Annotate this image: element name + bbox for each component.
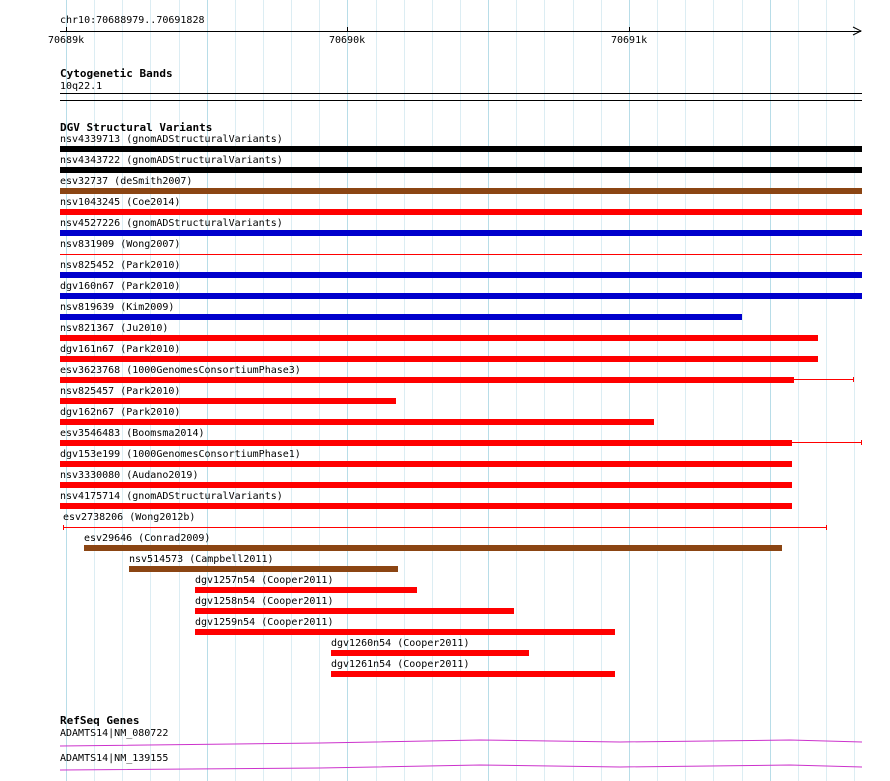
variant-start-cap (60, 440, 61, 445)
variant-label[interactable]: dgv1259n54 (Cooper2011) (195, 617, 334, 628)
variant-bar[interactable] (60, 167, 862, 173)
refseq-gene-line-2[interactable] (60, 765, 862, 770)
variant-label[interactable]: dgv1261n54 (Cooper2011) (331, 659, 470, 670)
grid-line (629, 0, 630, 781)
variant-bar[interactable] (60, 440, 792, 446)
variant-label[interactable]: nsv819639 (Kim2009) (60, 302, 175, 313)
ruler-arrow-icon (852, 26, 862, 37)
variant-label[interactable]: dgv1258n54 (Cooper2011) (195, 596, 334, 607)
variant-label[interactable]: dgv153e199 (1000GenomesConsortiumPhase1) (60, 449, 301, 460)
dgv-track-title[interactable]: DGV Structural Variants (60, 121, 213, 134)
variant-label[interactable]: nsv514573 (Campbell2011) (129, 554, 274, 565)
variant-label[interactable]: nsv821367 (Ju2010) (60, 323, 169, 334)
variant-bar[interactable] (60, 335, 818, 341)
refseq-gene-label-2[interactable]: ADAMTS14|NM_139155 (60, 753, 169, 764)
variant-bar[interactable] (60, 377, 794, 383)
refseq-gene-line-1[interactable] (60, 740, 862, 746)
variant-line[interactable] (60, 254, 862, 255)
variant-label[interactable]: nsv4339713 (gnomADStructuralVariants) (60, 134, 283, 145)
variant-end-cap (861, 440, 862, 445)
variant-label[interactable]: nsv825452 (Park2010) (60, 260, 181, 271)
variant-end-cap (853, 377, 854, 382)
variant-bar[interactable] (60, 314, 742, 320)
grid-line (207, 0, 208, 781)
grid-line (770, 0, 771, 781)
variant-label[interactable]: dgv1257n54 (Cooper2011) (195, 575, 334, 586)
region-label: chr10:70688979..70691828 (60, 15, 205, 26)
grid-line (657, 0, 658, 781)
variant-label[interactable]: esv29646 (Conrad2009) (84, 533, 211, 544)
variant-bar[interactable] (195, 629, 615, 635)
refseq-track-title[interactable]: RefSeq Genes (60, 714, 140, 727)
ruler-tick-label: 70691k (611, 35, 648, 46)
refseq-gene-label-1[interactable]: ADAMTS14|NM_080722 (60, 728, 169, 739)
variant-bar[interactable] (60, 272, 862, 278)
variant-bar[interactable] (60, 503, 792, 509)
grid-line (601, 0, 602, 781)
variant-tail-line (794, 379, 854, 380)
grid-line (488, 0, 489, 781)
variant-label[interactable]: nsv1043245 (Coe2014) (60, 197, 181, 208)
variant-label[interactable]: esv3546483 (Boomsma2014) (60, 428, 205, 439)
grid-line (798, 0, 799, 781)
grid-line (573, 0, 574, 781)
variant-bar[interactable] (195, 608, 514, 614)
variant-label[interactable]: dgv161n67 (Park2010) (60, 344, 181, 355)
variant-label[interactable]: nsv3330080 (Audano2019) (60, 470, 199, 481)
variant-label[interactable]: dgv1260n54 (Cooper2011) (331, 638, 470, 649)
variant-bar[interactable] (331, 671, 615, 677)
variant-bar[interactable] (60, 188, 862, 194)
variant-label[interactable]: esv3623768 (1000GenomesConsortiumPhase3) (60, 365, 301, 376)
variant-bar[interactable] (129, 566, 398, 572)
grid-line (713, 0, 714, 781)
variant-label[interactable]: esv2738206 (Wong2012b) (63, 512, 196, 523)
variant-label[interactable]: esv32737 (deSmith2007) (60, 176, 193, 187)
variant-label[interactable]: dgv160n67 (Park2010) (60, 281, 181, 292)
ruler-tick-mark (66, 27, 67, 32)
grid-line (319, 0, 320, 781)
variant-end-cap (826, 525, 827, 530)
variant-bar[interactable] (60, 209, 862, 215)
grid-line (263, 0, 264, 781)
variant-label[interactable]: dgv162n67 (Park2010) (60, 407, 181, 418)
ruler-tick-label: 70690k (329, 35, 366, 46)
variant-label[interactable]: nsv825457 (Park2010) (60, 386, 181, 397)
variant-bar[interactable] (60, 356, 818, 362)
cytoband-track-title[interactable]: Cytogenetic Bands (60, 67, 173, 80)
variant-end-cap (63, 525, 64, 530)
variant-tail-line (792, 442, 862, 443)
ruler-tick-label: 70689k (48, 35, 85, 46)
variant-bar[interactable] (60, 293, 862, 299)
variant-bar[interactable] (60, 482, 792, 488)
cytoband-label: 10q22.1 (60, 81, 103, 92)
cytoband-line-top (60, 93, 862, 94)
variant-bar[interactable] (84, 545, 782, 551)
variant-line[interactable] (63, 527, 826, 528)
grid-line (235, 0, 236, 781)
ruler-axis (60, 31, 861, 32)
variant-label[interactable]: nsv831909 (Wong2007) (60, 239, 181, 250)
grid-line (742, 0, 743, 781)
cytoband-line-bottom (60, 100, 862, 101)
grid-line (544, 0, 545, 781)
grid-line (516, 0, 517, 781)
grid-line (826, 0, 827, 781)
variant-bar[interactable] (60, 230, 862, 236)
ruler-tick-mark (629, 27, 630, 32)
variant-bar[interactable] (195, 587, 417, 593)
variant-bar[interactable] (60, 146, 862, 152)
variant-label[interactable]: nsv4527226 (gnomADStructuralVariants) (60, 218, 283, 229)
variant-bar[interactable] (60, 398, 396, 404)
variant-bar[interactable] (60, 461, 792, 467)
grid-line (291, 0, 292, 781)
ruler-tick-mark (347, 27, 348, 32)
variant-label[interactable]: nsv4343722 (gnomADStructuralVariants) (60, 155, 283, 166)
variant-label[interactable]: nsv4175714 (gnomADStructuralVariants) (60, 491, 283, 502)
variant-bar[interactable] (331, 650, 529, 656)
grid-line (854, 0, 855, 781)
refseq-gene-lines (0, 736, 890, 776)
grid-line (685, 0, 686, 781)
variant-bar[interactable] (60, 419, 654, 425)
